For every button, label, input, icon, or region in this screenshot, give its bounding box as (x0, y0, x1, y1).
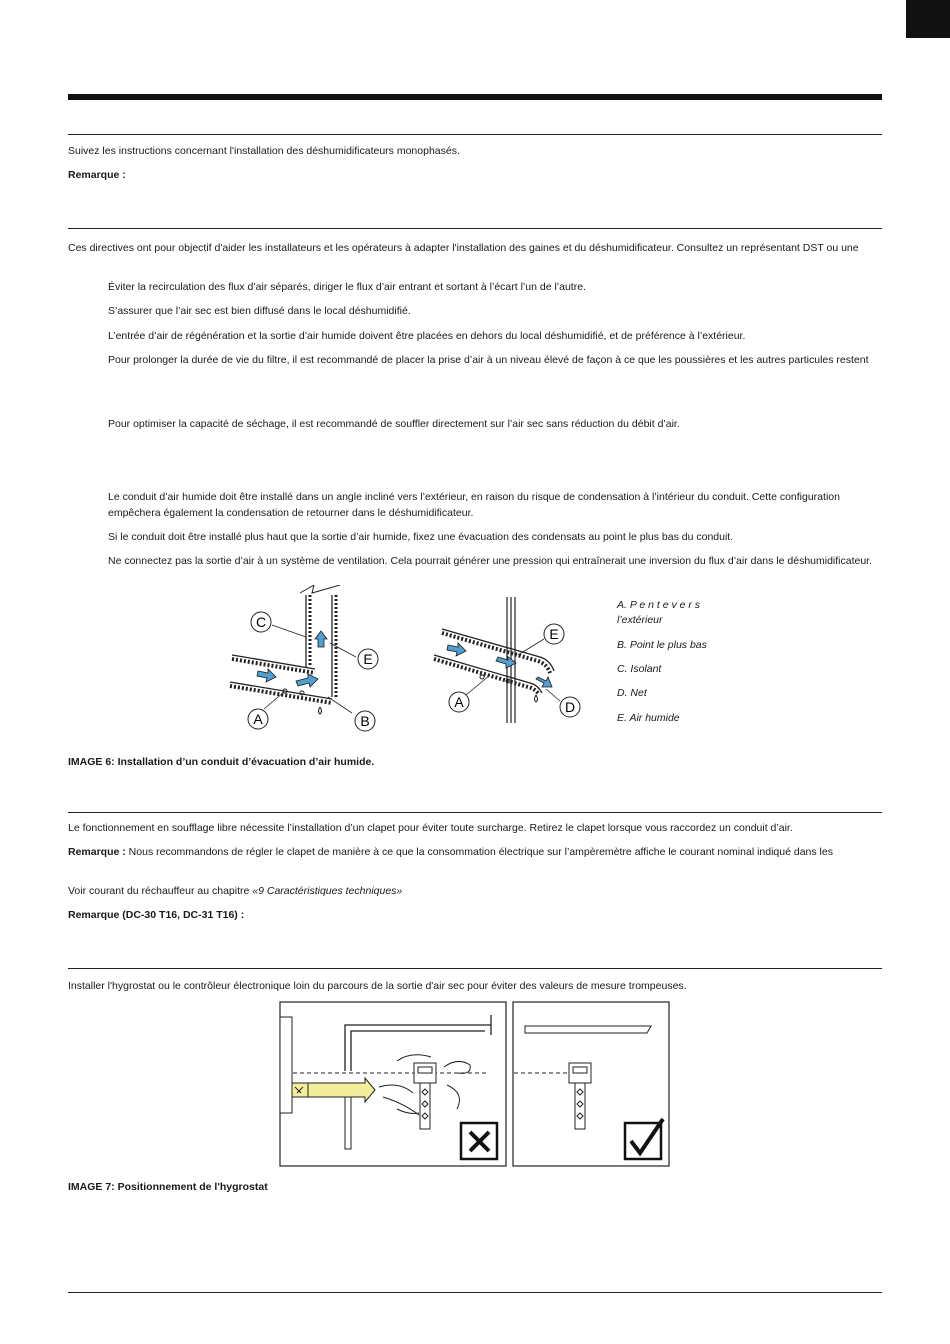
bullet-item: S’assurer que l’air sec est bien diffusé dans le local déshumidifié. (108, 305, 411, 317)
directives-text: Ces directives ont pour objectif d'aider les installateurs et les opérateurs à adapter l'installation des gaines et du déshumidificateur. Consultez un représentant DST ou une (68, 242, 859, 254)
legend-item: D. Net (617, 687, 647, 699)
remark-label: Remarque (DC-30 T16, DC-31 T16) : (68, 909, 245, 921)
humid-duct-diagram (220, 585, 600, 735)
section-rule (68, 134, 882, 135)
bullet-item: Pour prolonger la durée de vie du filtre, il est recommandé de placer la prise d’air à un niveau élevé de façon à ce que les poussières et les autres particules restent (108, 354, 869, 366)
section-rule (68, 228, 882, 229)
bullet-item: L’entrée d’air de régénération et la sortie d’air humide doivent être placées en dehors du local déshumidifié, et de préférence à l’extérieur. (108, 330, 746, 342)
ventilation-warning: Ne connectez pas la sortie d’air à un système de ventilation. Cela pourrait générer une pression qui entraînerait une inversion du flux d’air dans le déshumidificateur. (108, 555, 873, 567)
figure-caption: IMAGE 6: Installation d’un conduit d’évacuation d’air humide. (68, 756, 375, 768)
header-rule (68, 94, 882, 100)
condensate-text: Si le conduit doit être installé plus haut que la sortie d’air humide, fixez une évacuation des condensats au point le plus bas du conduit. (108, 531, 734, 543)
humid-air-text: empêchera également la condensation de retourner dans le déshumidificateur. (108, 507, 474, 519)
label-d: D (564, 699, 576, 715)
legend-item: E. Air humide (617, 712, 680, 724)
legend-item: A. P e n t e v e r s (617, 599, 701, 611)
label-e: E (363, 651, 373, 667)
section-rule (68, 968, 882, 969)
bullet-item: Éviter la recirculation des flux d’air séparés, diriger le flux d’air entrant et sortant à l’écart l’un de l’autre. (108, 281, 586, 293)
heater-text: Voir courant du réchauffeur au chapitre (68, 885, 253, 897)
label-b: B (360, 713, 370, 729)
section-rule (68, 812, 882, 813)
heater-line (68, 884, 402, 898)
dry-air-text: Pour optimiser la capacité de séchage, il est recommandé de souffler directement sur l’air sec sans réduction du débit d’air. (108, 418, 680, 430)
humid-air-text: Le conduit d’air humide doit être installé dans un angle incliné vers l’extérieur, en raison du risque de condensation à l’intérieur du conduit. Cette configuration (108, 491, 840, 503)
remark-label: Remarque : (68, 846, 126, 858)
intro-text: Suivez les instructions concernant l'installation des déshumidificateurs monophasés. (68, 145, 460, 157)
damper-text: Le fonctionnement en soufflage libre nécessite l’installation d’un clapet pour éviter toute surcharge. Retirez le clapet lorsque vous raccordez un conduit d’air. (68, 822, 793, 834)
legend-item: C. Isolant (617, 663, 662, 675)
label-e: E (549, 626, 559, 642)
label-a: A (454, 694, 464, 710)
chapter-reference-link[interactable]: «9 Caractéristiques techniques» (252, 885, 403, 897)
legend-item: l’extérieur (617, 614, 663, 626)
remark-line (68, 845, 833, 859)
label-a: A (253, 711, 263, 727)
legend-item: B. Point le plus bas (617, 639, 707, 651)
figure-caption: IMAGE 7: Positionnement de l'hygrostat (68, 1181, 268, 1193)
remark-text: Nous recommandons de régler le clapet de manière à ce que la consommation électrique sur l’ampèremètre affiche le courant nominal indiqué dans les (125, 846, 833, 858)
remark-label: Remarque : (68, 169, 126, 181)
label-c: C (255, 614, 267, 630)
hygrostat-text: Installer l'hygrostat ou le contrôleur électronique loin du parcours de la sortie d'air sec pour éviter des valeurs de mesure trompeuses. (68, 980, 687, 992)
hygrostat-diagram (279, 1001, 671, 1169)
page-tab (906, 0, 950, 38)
footer-rule (68, 1292, 882, 1293)
